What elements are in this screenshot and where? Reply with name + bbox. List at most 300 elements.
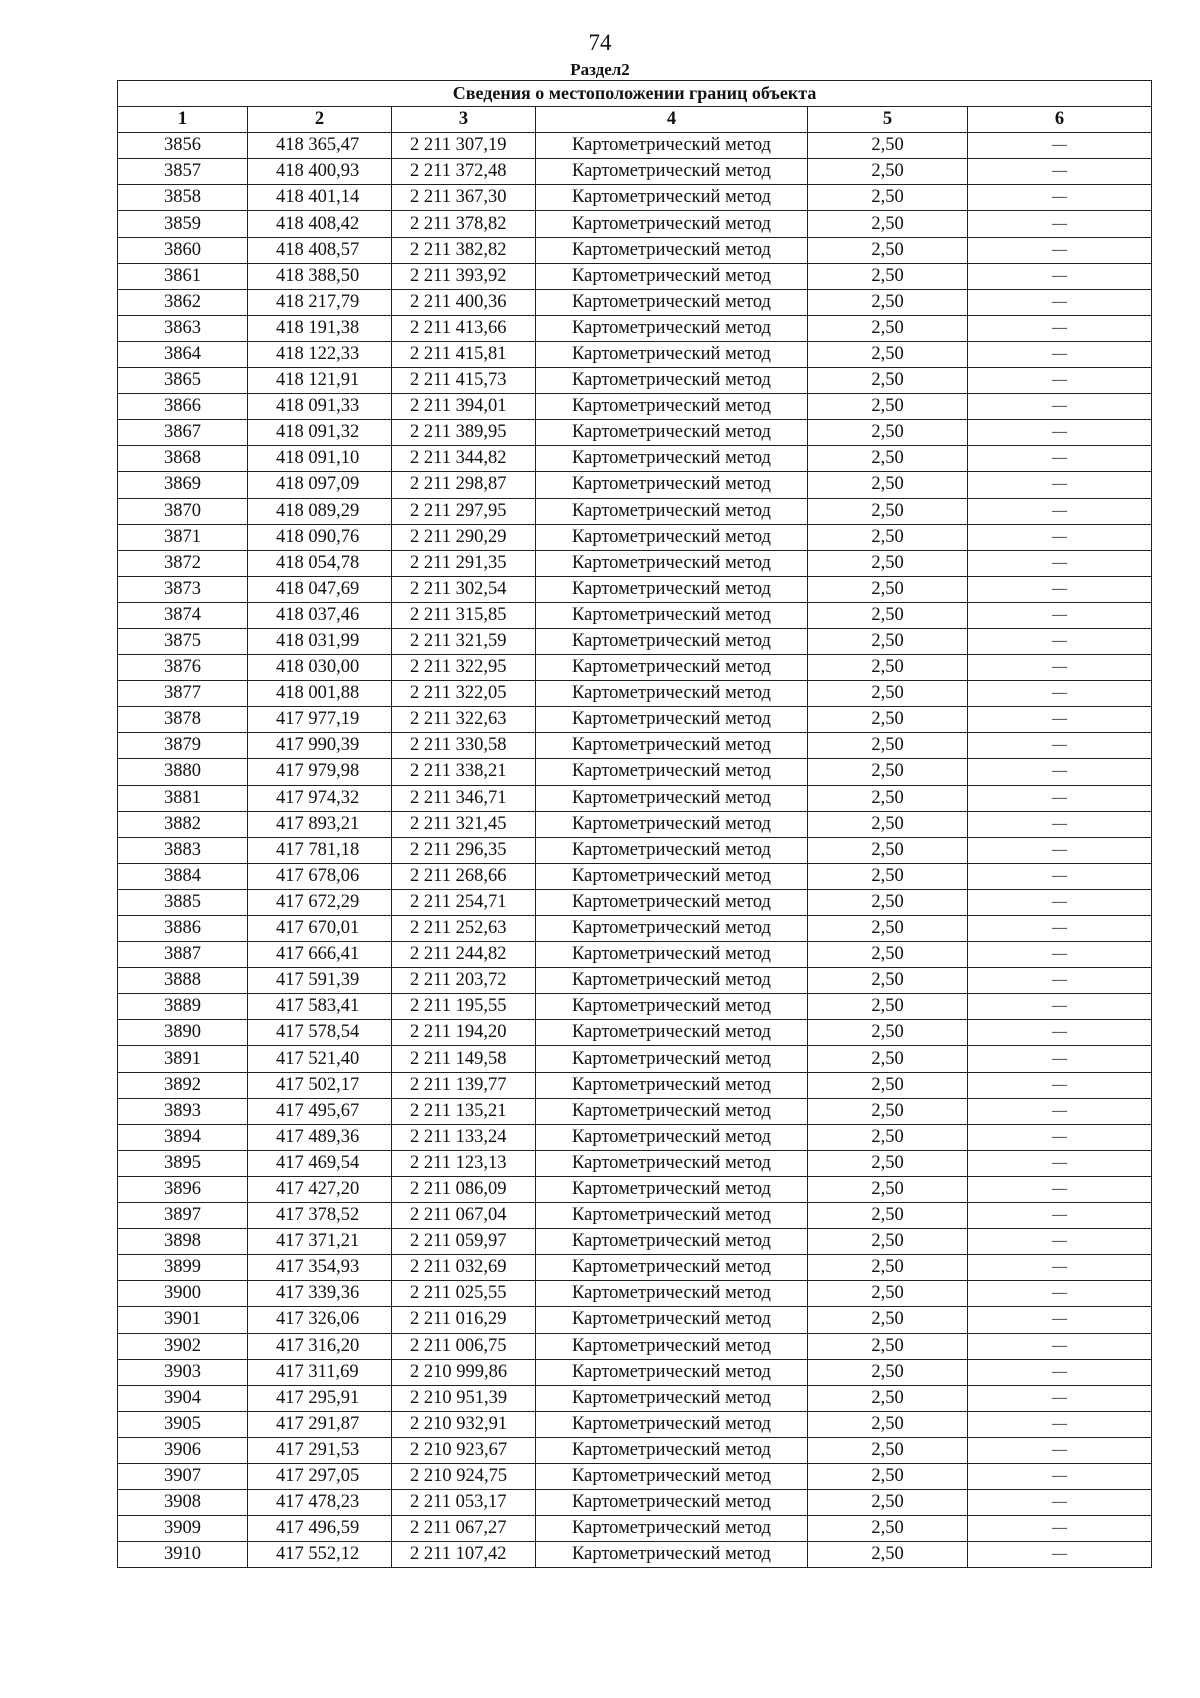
cell-accuracy: 2,50 bbox=[808, 159, 968, 185]
cell-y-coordinate: 2 211 322,05 bbox=[392, 681, 536, 707]
cell-method: Картометрический метод bbox=[536, 159, 808, 185]
table-row bbox=[118, 1385, 1152, 1411]
cell-method: Картометрический метод bbox=[536, 994, 808, 1020]
cell-description: — bbox=[968, 1072, 1152, 1098]
cell-x-coordinate: 417 295,91 bbox=[248, 1385, 392, 1411]
cell-description: — bbox=[968, 341, 1152, 367]
cell-method: Картометрический метод bbox=[536, 394, 808, 420]
column-header-6: 6 bbox=[968, 107, 1152, 133]
cell-method: Картометрический метод bbox=[536, 1124, 808, 1150]
cell-point-number: 3864 bbox=[118, 341, 248, 367]
cell-point-number: 3910 bbox=[118, 1542, 248, 1568]
cell-description: — bbox=[968, 916, 1152, 942]
cell-x-coordinate: 418 091,33 bbox=[248, 394, 392, 420]
cell-point-number: 3902 bbox=[118, 1333, 248, 1359]
cell-method: Картометрический метод bbox=[536, 550, 808, 576]
cell-x-coordinate: 418 401,14 bbox=[248, 185, 392, 211]
cell-x-coordinate: 418 388,50 bbox=[248, 263, 392, 289]
cell-y-coordinate: 2 210 999,86 bbox=[392, 1359, 536, 1385]
cell-accuracy: 2,50 bbox=[808, 1385, 968, 1411]
cell-description: — bbox=[968, 315, 1152, 341]
cell-method: Картометрический метод bbox=[536, 1307, 808, 1333]
table-row bbox=[118, 1281, 1152, 1307]
cell-method: Картометрический метод bbox=[536, 942, 808, 968]
cell-y-coordinate: 2 211 346,71 bbox=[392, 785, 536, 811]
cell-method: Картометрический метод bbox=[536, 315, 808, 341]
cell-accuracy: 2,50 bbox=[808, 811, 968, 837]
table-header-row bbox=[118, 107, 1152, 133]
cell-method: Картометрический метод bbox=[536, 733, 808, 759]
cell-y-coordinate: 2 210 923,67 bbox=[392, 1437, 536, 1463]
cell-point-number: 3905 bbox=[118, 1411, 248, 1437]
cell-method: Картометрический метод bbox=[536, 1150, 808, 1176]
cell-method: Картометрический метод bbox=[536, 1098, 808, 1124]
cell-point-number: 3898 bbox=[118, 1229, 248, 1255]
table-row bbox=[118, 1150, 1152, 1176]
cell-method: Картометрический метод bbox=[536, 1255, 808, 1281]
cell-accuracy: 2,50 bbox=[808, 994, 968, 1020]
cell-y-coordinate: 2 211 378,82 bbox=[392, 211, 536, 237]
table-row bbox=[118, 1359, 1152, 1385]
table-row bbox=[118, 1072, 1152, 1098]
cell-point-number: 3893 bbox=[118, 1098, 248, 1124]
cell-point-number: 3872 bbox=[118, 550, 248, 576]
cell-point-number: 3889 bbox=[118, 994, 248, 1020]
cell-y-coordinate: 2 211 321,59 bbox=[392, 628, 536, 654]
cell-description: — bbox=[968, 237, 1152, 263]
cell-y-coordinate: 2 211 321,45 bbox=[392, 811, 536, 837]
cell-accuracy: 2,50 bbox=[808, 1203, 968, 1229]
cell-y-coordinate: 2 211 067,27 bbox=[392, 1516, 536, 1542]
cell-point-number: 3856 bbox=[118, 133, 248, 159]
cell-method: Картометрический метод bbox=[536, 1046, 808, 1072]
cell-x-coordinate: 418 031,99 bbox=[248, 628, 392, 654]
cell-description: — bbox=[968, 185, 1152, 211]
table-row bbox=[118, 341, 1152, 367]
cell-accuracy: 2,50 bbox=[808, 263, 968, 289]
cell-point-number: 3909 bbox=[118, 1516, 248, 1542]
cell-accuracy: 2,50 bbox=[808, 185, 968, 211]
cell-method: Картометрический метод bbox=[536, 1490, 808, 1516]
cell-method: Картометрический метод bbox=[536, 837, 808, 863]
cell-point-number: 3876 bbox=[118, 655, 248, 681]
table-row bbox=[118, 1098, 1152, 1124]
cell-accuracy: 2,50 bbox=[808, 1411, 968, 1437]
cell-y-coordinate: 2 211 135,21 bbox=[392, 1098, 536, 1124]
table-row bbox=[118, 1542, 1152, 1568]
cell-point-number: 3862 bbox=[118, 289, 248, 315]
cell-x-coordinate: 417 666,41 bbox=[248, 942, 392, 968]
cell-point-number: 3879 bbox=[118, 733, 248, 759]
cell-y-coordinate: 2 211 149,58 bbox=[392, 1046, 536, 1072]
cell-y-coordinate: 2 211 025,55 bbox=[392, 1281, 536, 1307]
cell-method: Картометрический метод bbox=[536, 211, 808, 237]
cell-accuracy: 2,50 bbox=[808, 1150, 968, 1176]
cell-x-coordinate: 417 378,52 bbox=[248, 1203, 392, 1229]
cell-accuracy: 2,50 bbox=[808, 472, 968, 498]
cell-description: — bbox=[968, 446, 1152, 472]
cell-description: — bbox=[968, 602, 1152, 628]
cell-method: Картометрический метод bbox=[536, 1359, 808, 1385]
table-row bbox=[118, 628, 1152, 654]
cell-y-coordinate: 2 211 322,95 bbox=[392, 655, 536, 681]
cell-x-coordinate: 418 090,76 bbox=[248, 524, 392, 550]
cell-point-number: 3892 bbox=[118, 1072, 248, 1098]
cell-description: — bbox=[968, 628, 1152, 654]
cell-x-coordinate: 417 670,01 bbox=[248, 916, 392, 942]
table-body bbox=[118, 133, 1152, 1568]
cell-x-coordinate: 417 316,20 bbox=[248, 1333, 392, 1359]
table-caption: Сведения о местоположении границ объекта bbox=[118, 81, 1152, 107]
table-row bbox=[118, 498, 1152, 524]
cell-description: — bbox=[968, 1098, 1152, 1124]
cell-y-coordinate: 2 211 254,71 bbox=[392, 889, 536, 915]
cell-x-coordinate: 418 191,38 bbox=[248, 315, 392, 341]
column-header-2: 2 bbox=[248, 107, 392, 133]
cell-x-coordinate: 417 326,06 bbox=[248, 1307, 392, 1333]
table-row bbox=[118, 133, 1152, 159]
cell-accuracy: 2,50 bbox=[808, 576, 968, 602]
cell-x-coordinate: 417 979,98 bbox=[248, 759, 392, 785]
cell-point-number: 3883 bbox=[118, 837, 248, 863]
cell-method: Картометрический метод bbox=[536, 759, 808, 785]
cell-point-number: 3896 bbox=[118, 1176, 248, 1202]
cell-point-number: 3881 bbox=[118, 785, 248, 811]
cell-x-coordinate: 418 001,88 bbox=[248, 681, 392, 707]
cell-point-number: 3871 bbox=[118, 524, 248, 550]
cell-x-coordinate: 418 408,42 bbox=[248, 211, 392, 237]
cell-method: Картометрический метод bbox=[536, 655, 808, 681]
cell-point-number: 3863 bbox=[118, 315, 248, 341]
cell-point-number: 3897 bbox=[118, 1203, 248, 1229]
cell-y-coordinate: 2 211 133,24 bbox=[392, 1124, 536, 1150]
table-row bbox=[118, 785, 1152, 811]
table-row bbox=[118, 889, 1152, 915]
cell-description: — bbox=[968, 707, 1152, 733]
cell-accuracy: 2,50 bbox=[808, 889, 968, 915]
page-number: 74 bbox=[588, 30, 612, 55]
cell-description: — bbox=[968, 1359, 1152, 1385]
cell-x-coordinate: 417 427,20 bbox=[248, 1176, 392, 1202]
table-row bbox=[118, 994, 1152, 1020]
cell-x-coordinate: 418 089,29 bbox=[248, 498, 392, 524]
cell-point-number: 3865 bbox=[118, 368, 248, 394]
cell-description: — bbox=[968, 1281, 1152, 1307]
cell-point-number: 3886 bbox=[118, 916, 248, 942]
cell-description: — bbox=[968, 472, 1152, 498]
cell-accuracy: 2,50 bbox=[808, 237, 968, 263]
table-row bbox=[118, 211, 1152, 237]
cell-x-coordinate: 417 990,39 bbox=[248, 733, 392, 759]
table-row bbox=[118, 1046, 1152, 1072]
cell-y-coordinate: 2 211 372,48 bbox=[392, 159, 536, 185]
cell-point-number: 3857 bbox=[118, 159, 248, 185]
cell-y-coordinate: 2 211 203,72 bbox=[392, 968, 536, 994]
table-row bbox=[118, 733, 1152, 759]
cell-y-coordinate: 2 210 924,75 bbox=[392, 1463, 536, 1489]
cell-y-coordinate: 2 211 123,13 bbox=[392, 1150, 536, 1176]
cell-method: Картометрический метод bbox=[536, 707, 808, 733]
cell-accuracy: 2,50 bbox=[808, 942, 968, 968]
table-row bbox=[118, 1411, 1152, 1437]
cell-y-coordinate: 2 211 252,63 bbox=[392, 916, 536, 942]
cell-x-coordinate: 418 121,91 bbox=[248, 368, 392, 394]
cell-x-coordinate: 418 091,32 bbox=[248, 420, 392, 446]
table-row bbox=[118, 863, 1152, 889]
cell-y-coordinate: 2 210 932,91 bbox=[392, 1411, 536, 1437]
cell-y-coordinate: 2 211 400,36 bbox=[392, 289, 536, 315]
cell-x-coordinate: 417 672,29 bbox=[248, 889, 392, 915]
cell-method: Картометрический метод bbox=[536, 1020, 808, 1046]
cell-method: Картометрический метод bbox=[536, 420, 808, 446]
cell-x-coordinate: 417 291,87 bbox=[248, 1411, 392, 1437]
table-row bbox=[118, 811, 1152, 837]
cell-point-number: 3895 bbox=[118, 1150, 248, 1176]
table-row bbox=[118, 185, 1152, 211]
cell-point-number: 3858 bbox=[118, 185, 248, 211]
cell-method: Картометрический метод bbox=[536, 785, 808, 811]
cell-x-coordinate: 417 489,36 bbox=[248, 1124, 392, 1150]
cell-description: — bbox=[968, 1385, 1152, 1411]
cell-accuracy: 2,50 bbox=[808, 1098, 968, 1124]
cell-accuracy: 2,50 bbox=[808, 1333, 968, 1359]
cell-accuracy: 2,50 bbox=[808, 1307, 968, 1333]
cell-description: — bbox=[968, 1020, 1152, 1046]
cell-accuracy: 2,50 bbox=[808, 602, 968, 628]
cell-accuracy: 2,50 bbox=[808, 1463, 968, 1489]
cell-accuracy: 2,50 bbox=[808, 524, 968, 550]
cell-method: Картометрический метод bbox=[536, 1542, 808, 1568]
table-row bbox=[118, 1516, 1152, 1542]
cell-method: Картометрический метод bbox=[536, 289, 808, 315]
cell-y-coordinate: 2 211 344,82 bbox=[392, 446, 536, 472]
cell-accuracy: 2,50 bbox=[808, 1516, 968, 1542]
cell-description: — bbox=[968, 1203, 1152, 1229]
cell-description: — bbox=[968, 1176, 1152, 1202]
cell-method: Картометрический метод bbox=[536, 368, 808, 394]
cell-y-coordinate: 2 211 195,55 bbox=[392, 994, 536, 1020]
cell-x-coordinate: 417 552,12 bbox=[248, 1542, 392, 1568]
cell-description: — bbox=[968, 942, 1152, 968]
cell-x-coordinate: 417 974,32 bbox=[248, 785, 392, 811]
cell-method: Картометрический метод bbox=[536, 524, 808, 550]
cell-method: Картометрический метод bbox=[536, 863, 808, 889]
cell-y-coordinate: 2 211 268,66 bbox=[392, 863, 536, 889]
cell-point-number: 3861 bbox=[118, 263, 248, 289]
cell-x-coordinate: 418 400,93 bbox=[248, 159, 392, 185]
cell-accuracy: 2,50 bbox=[808, 1020, 968, 1046]
cell-x-coordinate: 418 365,47 bbox=[248, 133, 392, 159]
cell-x-coordinate: 417 591,39 bbox=[248, 968, 392, 994]
cell-description: — bbox=[968, 289, 1152, 315]
cell-x-coordinate: 417 495,67 bbox=[248, 1098, 392, 1124]
cell-description: — bbox=[968, 863, 1152, 889]
cell-x-coordinate: 417 583,41 bbox=[248, 994, 392, 1020]
cell-accuracy: 2,50 bbox=[808, 394, 968, 420]
cell-point-number: 3908 bbox=[118, 1490, 248, 1516]
cell-point-number: 3880 bbox=[118, 759, 248, 785]
cell-method: Картометрический метод bbox=[536, 889, 808, 915]
column-header-4: 4 bbox=[536, 107, 808, 133]
cell-accuracy: 2,50 bbox=[808, 1490, 968, 1516]
cell-y-coordinate: 2 211 389,95 bbox=[392, 420, 536, 446]
cell-y-coordinate: 2 211 059,97 bbox=[392, 1229, 536, 1255]
table-row bbox=[118, 1176, 1152, 1202]
cell-point-number: 3870 bbox=[118, 498, 248, 524]
cell-y-coordinate: 2 211 413,66 bbox=[392, 315, 536, 341]
cell-x-coordinate: 417 496,59 bbox=[248, 1516, 392, 1542]
cell-description: — bbox=[968, 889, 1152, 915]
column-header-5: 5 bbox=[808, 107, 968, 133]
cell-accuracy: 2,50 bbox=[808, 1359, 968, 1385]
cell-accuracy: 2,50 bbox=[808, 968, 968, 994]
cell-description: — bbox=[968, 733, 1152, 759]
cell-point-number: 3869 bbox=[118, 472, 248, 498]
cell-x-coordinate: 417 521,40 bbox=[248, 1046, 392, 1072]
cell-description: — bbox=[968, 759, 1152, 785]
cell-description: — bbox=[968, 133, 1152, 159]
cell-point-number: 3906 bbox=[118, 1437, 248, 1463]
cell-description: — bbox=[968, 524, 1152, 550]
cell-description: — bbox=[968, 1255, 1152, 1281]
cell-description: — bbox=[968, 576, 1152, 602]
cell-method: Картометрический метод bbox=[536, 1385, 808, 1411]
cell-y-coordinate: 2 211 393,92 bbox=[392, 263, 536, 289]
cell-method: Картометрический метод bbox=[536, 1333, 808, 1359]
cell-method: Картометрический метод bbox=[536, 341, 808, 367]
table-row bbox=[118, 524, 1152, 550]
cell-accuracy: 2,50 bbox=[808, 133, 968, 159]
cell-x-coordinate: 418 097,09 bbox=[248, 472, 392, 498]
cell-point-number: 3860 bbox=[118, 237, 248, 263]
cell-method: Картометрический метод bbox=[536, 681, 808, 707]
section-title: Раздел2 bbox=[570, 60, 630, 79]
cell-accuracy: 2,50 bbox=[808, 498, 968, 524]
cell-x-coordinate: 418 217,79 bbox=[248, 289, 392, 315]
cell-accuracy: 2,50 bbox=[808, 785, 968, 811]
cell-accuracy: 2,50 bbox=[808, 1229, 968, 1255]
cell-accuracy: 2,50 bbox=[808, 289, 968, 315]
cell-point-number: 3887 bbox=[118, 942, 248, 968]
table-row bbox=[118, 759, 1152, 785]
cell-method: Картометрический метод bbox=[536, 1072, 808, 1098]
cell-point-number: 3900 bbox=[118, 1281, 248, 1307]
cell-accuracy: 2,50 bbox=[808, 1255, 968, 1281]
cell-point-number: 3884 bbox=[118, 863, 248, 889]
cell-y-coordinate: 2 211 244,82 bbox=[392, 942, 536, 968]
cell-description: — bbox=[968, 968, 1152, 994]
cell-method: Картометрический метод bbox=[536, 133, 808, 159]
cell-accuracy: 2,50 bbox=[808, 1437, 968, 1463]
cell-x-coordinate: 417 893,21 bbox=[248, 811, 392, 837]
table-row bbox=[118, 968, 1152, 994]
table-row bbox=[118, 1333, 1152, 1359]
cell-y-coordinate: 2 211 107,42 bbox=[392, 1542, 536, 1568]
cell-point-number: 3873 bbox=[118, 576, 248, 602]
cell-description: — bbox=[968, 655, 1152, 681]
cell-accuracy: 2,50 bbox=[808, 368, 968, 394]
column-header-3: 3 bbox=[392, 107, 536, 133]
cell-description: — bbox=[968, 1516, 1152, 1542]
cell-point-number: 3859 bbox=[118, 211, 248, 237]
cell-y-coordinate: 2 211 139,77 bbox=[392, 1072, 536, 1098]
cell-y-coordinate: 2 211 006,75 bbox=[392, 1333, 536, 1359]
cell-accuracy: 2,50 bbox=[808, 341, 968, 367]
cell-description: — bbox=[968, 159, 1152, 185]
cell-y-coordinate: 2 211 330,58 bbox=[392, 733, 536, 759]
table-row bbox=[118, 655, 1152, 681]
cell-method: Картометрический метод bbox=[536, 916, 808, 942]
cell-method: Картометрический метод bbox=[536, 237, 808, 263]
cell-y-coordinate: 2 211 322,63 bbox=[392, 707, 536, 733]
cell-accuracy: 2,50 bbox=[808, 1046, 968, 1072]
table-row bbox=[118, 1463, 1152, 1489]
cell-point-number: 3877 bbox=[118, 681, 248, 707]
table-row bbox=[118, 1020, 1152, 1046]
cell-x-coordinate: 417 311,69 bbox=[248, 1359, 392, 1385]
cell-accuracy: 2,50 bbox=[808, 759, 968, 785]
cell-y-coordinate: 2 211 298,87 bbox=[392, 472, 536, 498]
cell-point-number: 3868 bbox=[118, 446, 248, 472]
table-row bbox=[118, 942, 1152, 968]
table-row bbox=[118, 576, 1152, 602]
cell-description: — bbox=[968, 1411, 1152, 1437]
cell-accuracy: 2,50 bbox=[808, 446, 968, 472]
cell-description: — bbox=[968, 1437, 1152, 1463]
cell-method: Картометрический метод bbox=[536, 628, 808, 654]
cell-method: Картометрический метод bbox=[536, 1411, 808, 1437]
table-row bbox=[118, 837, 1152, 863]
table-row bbox=[118, 681, 1152, 707]
cell-accuracy: 2,50 bbox=[808, 655, 968, 681]
cell-method: Картометрический метод bbox=[536, 811, 808, 837]
cell-y-coordinate: 2 211 053,17 bbox=[392, 1490, 536, 1516]
cell-method: Картометрический метод bbox=[536, 263, 808, 289]
cell-method: Картометрический метод bbox=[536, 1229, 808, 1255]
cell-description: — bbox=[968, 785, 1152, 811]
cell-x-coordinate: 417 371,21 bbox=[248, 1229, 392, 1255]
cell-accuracy: 2,50 bbox=[808, 628, 968, 654]
cell-point-number: 3882 bbox=[118, 811, 248, 837]
cell-accuracy: 2,50 bbox=[808, 863, 968, 889]
cell-y-coordinate: 2 211 382,82 bbox=[392, 237, 536, 263]
cell-x-coordinate: 417 478,23 bbox=[248, 1490, 392, 1516]
cell-method: Картометрический метод bbox=[536, 1176, 808, 1202]
cell-y-coordinate: 2 211 291,35 bbox=[392, 550, 536, 576]
table-row bbox=[118, 1229, 1152, 1255]
table-row bbox=[118, 263, 1152, 289]
cell-x-coordinate: 417 781,18 bbox=[248, 837, 392, 863]
cell-x-coordinate: 417 291,53 bbox=[248, 1437, 392, 1463]
cell-description: — bbox=[968, 1490, 1152, 1516]
cell-description: — bbox=[968, 994, 1152, 1020]
cell-description: — bbox=[968, 1124, 1152, 1150]
cell-description: — bbox=[968, 368, 1152, 394]
cell-point-number: 3890 bbox=[118, 1020, 248, 1046]
table-row bbox=[118, 1124, 1152, 1150]
cell-accuracy: 2,50 bbox=[808, 837, 968, 863]
cell-accuracy: 2,50 bbox=[808, 916, 968, 942]
cell-point-number: 3894 bbox=[118, 1124, 248, 1150]
cell-y-coordinate: 2 211 302,54 bbox=[392, 576, 536, 602]
cell-y-coordinate: 2 211 067,04 bbox=[392, 1203, 536, 1229]
cell-y-coordinate: 2 211 086,09 bbox=[392, 1176, 536, 1202]
cell-description: — bbox=[968, 211, 1152, 237]
table-row bbox=[118, 159, 1152, 185]
cell-method: Картометрический метод bbox=[536, 1203, 808, 1229]
table-row bbox=[118, 602, 1152, 628]
cell-description: — bbox=[968, 1229, 1152, 1255]
